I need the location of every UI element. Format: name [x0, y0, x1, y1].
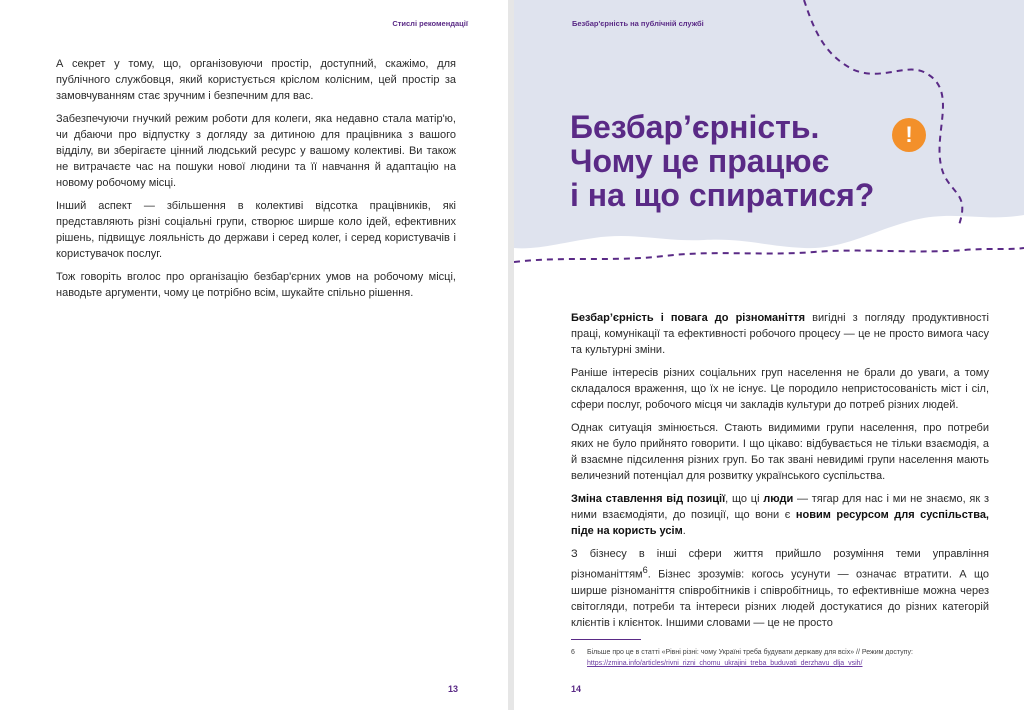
text-run: З бізнесу в інші сфери життя прийшло розуміння теми управління різноманіттям: [571, 548, 989, 581]
footnote-number: 6: [571, 649, 575, 656]
right-body-text: [571, 310, 989, 638]
paragraph: Забезпечуючи гнучкий режим роботи для колеги, яка недавно стала матір'ю, чи дбаючи про відпустку з догляду за дитиною для працівника з вашого відділу, ви зберігаєте цінний людський ресурс у вашому колективі. Ви також не витрачаєте час на пошуки нової людини та її навчання й адаптацію на новому робочому місці.: [56, 113, 456, 189]
text-run: вигідні з погляду продуктивності праці, комунікації та ефективності робочого процесу — це не просто вимога часу та культурні зміни.: [571, 312, 989, 356]
text-run: — тягар для нас і ми не знаємо, як з ними взаємодіяти, до позиції, що вони є: [571, 493, 989, 521]
paragraph: А секрет у тому, що, організовуючи простір, доступний, скажімо, для публічного службовця, який користується кріслом колісним, цей простір за замовчуванням стає зручним і безпечним для вас.: [56, 58, 456, 102]
right-page: [514, 0, 1024, 710]
title-line: Чому це працює: [570, 143, 830, 179]
page-number: 14: [571, 684, 582, 694]
paragraph: Інший аспект — збільшення в колективі відсотка працівників, які представляють різні соціальні групи, створює ширше коло ідей, ефективних рішень, підвищує лояльність до держави і серед колег, і серед користувачів і користувачок послуг.: [56, 200, 456, 260]
paragraph: Однак ситуація змінюється. Стають видимими групи населення, про потреби яких не було прийнято говорити. І що цікаво: відбувається не тільки взаємодія, а й взаємне підсилення різних груп. Бо так звані невидимі групи населення мають величезний потенціал для розвитку українського суспільства.: [571, 422, 989, 482]
title-line: і на що спиратися?: [570, 177, 875, 213]
footnote-link[interactable]: https://zmina.info/articles/rivni_rizni_chomu_ukrajini_treba_buduvati_derzhavu_dlja_vsih/: [587, 660, 863, 667]
paragraph: Тож говоріть вголос про організацію безбар'єрних умов на робочому місці, наводьте аргументи, чому це потрібно всім, шукайте спільно рішення.: [56, 271, 456, 299]
text-run: , що ці: [725, 493, 764, 505]
page-title: [570, 110, 910, 212]
text-run: .: [682, 525, 686, 537]
footnote: [571, 647, 991, 669]
text-run: . Бізнес зрозумів: когось усунути — означає втратити. А що ширше різноманіття співробітників і співробітниць, то ефективніше можна через світогляди, потреби та інтереси різних людей достукатися до різних категорій клієнтів і клієнток. Іншими словами — це не просто: [571, 568, 989, 629]
paragraph: Раніше інтересів різних соціальних груп населення не брали до уваги, а тому складалося враження, що їх не існує. Це породило непристосованість міст і сіл, сфери послуг, робочого місця чи закладів культури до потреб різних людей.: [571, 367, 989, 411]
paragraph: [571, 546, 989, 631]
bold-phrase: новим ресурсом для суспільства, піде на користь усім: [571, 509, 989, 537]
left-body-text: [56, 56, 456, 308]
running-head: Безбар'єрність на публічній службі: [572, 19, 704, 28]
bold-phrase: Зміна ставлення від позиції: [571, 493, 726, 505]
paragraph: [571, 310, 989, 358]
running-head: Стислі рекомендації: [392, 19, 468, 28]
footnote-text: Більше про це в статті «Рівні різні: чому Україні треба будувати державу для всіх» // Режим доступу:: [587, 649, 913, 656]
left-page: [0, 0, 508, 710]
footnote-divider: [571, 639, 641, 640]
title-line: Безбар’єрність.: [570, 109, 820, 145]
bold-phrase: люди: [763, 493, 794, 505]
bold-phrase: Безбар’єрність і повага до різноманіття: [571, 312, 806, 324]
footnote-ref[interactable]: 6: [642, 565, 648, 575]
paragraph: [571, 491, 989, 539]
page-number: 13: [447, 684, 458, 694]
exclamation-icon: !: [892, 118, 926, 152]
